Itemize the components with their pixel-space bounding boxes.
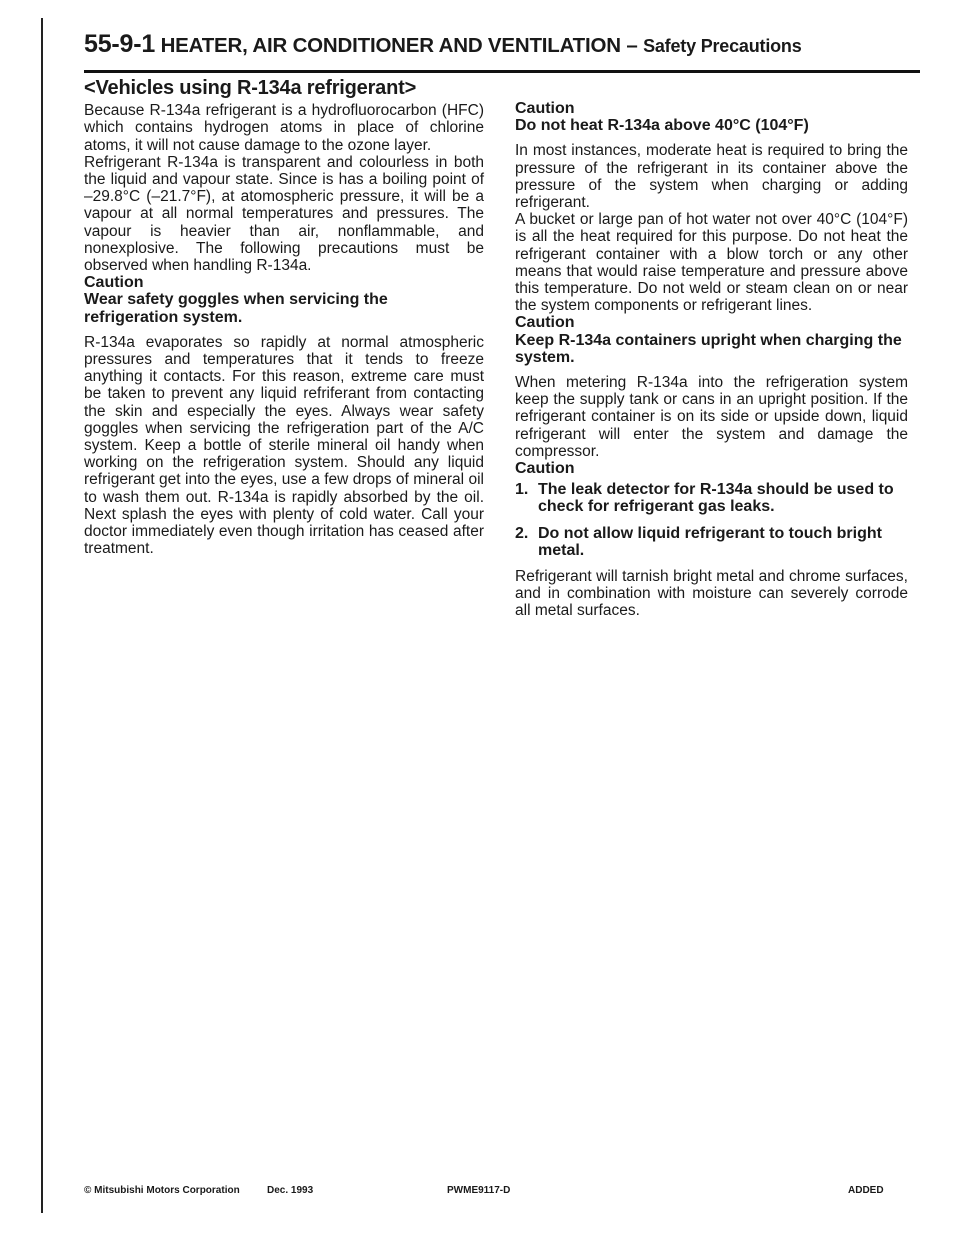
metering-paragraph: When metering R-134a into the refrigeration system keep the supply tank or cans in an upright position. If the refrigerant container is on its side or upside down, liquid refrigerant will enter the system and damage the compressor. [515, 374, 908, 460]
item-text: Do not allow liquid refrigerant to touch bright metal. [538, 524, 882, 559]
caution-heading: Keep R-134a containers upright when charging the system. [515, 331, 902, 366]
caution-label: Caution [515, 460, 575, 478]
caution-heading: Do not heat R-134a above 40°C (104°F) [515, 117, 809, 135]
margin-rule [41, 18, 43, 1213]
chapter-title: HEATER, AIR CONDITIONER AND VENTILATION [160, 34, 621, 57]
list-item [515, 481, 908, 515]
section-number: 55-9-1 [84, 30, 156, 58]
caution-label: Caution [84, 274, 144, 292]
goggles-paragraph: R-134a evaporates so rapidly at normal atmospheric pressures and temperatures that it tends to freeze anything it contacts. For this reason, extreme care must be taken to prevent any liquid refriferant from contacting the skin and especially the eyes. Always wear safety goggles when servicing the refrigeration part of the A/C system. Keep a bottle of sterile mineral oil handy when working on the refrigeration system. Should any liquid refrigerant get into the eyes, use a few drops of mineral oil to wash them out. R-134a is rapidly absorbed by the oil. Next splash the eyes with plenty of cold water. Call your doctor immediately even though irritation has ceased after treatment. [84, 333, 484, 558]
caution-list [515, 481, 908, 559]
item-text: The leak detector for R-134a should be used to check for refrigerant gas leaks. [538, 481, 894, 516]
footer-status: ADDED [848, 1185, 884, 1196]
heat-paragraph: In most instances, moderate heat is required to bring the pressure of the refrigerant in its container above the pressure of the system when charging or adding refrigerant. [515, 142, 908, 212]
page-header [84, 30, 934, 59]
bucket-paragraph: A bucket or large pan of hot water not over 40°C (104°F) is all the heat required for this purpose. Do not heat the refrigerant container with a blow torch or any other means that would raise temperature and pressure above this temperature. Do not weld or steam clean on or near the system components or refrigerant lines. [515, 211, 908, 315]
item-number: 2. [515, 524, 529, 542]
footer-copyright: © Mitsubishi Motors Corporation [84, 1185, 240, 1196]
intro-paragraph: Because R-134a refrigerant is a hydrofluorocarbon (HFC) which contains hydrogen atoms in place of chlorine atoms, it will not cause damage to the ozone layer. [84, 102, 484, 154]
section-title: <Vehicles using R-134a refrigerant> [84, 77, 417, 99]
caution-heading: Wear safety goggles when servicing the refrigeration system. [84, 291, 388, 326]
item-number: 1. [515, 481, 529, 499]
caution-label: Caution [515, 100, 575, 117]
footer-date: Dec. 1993 [267, 1185, 314, 1196]
list-item [515, 525, 908, 559]
tarnish-paragraph: Refrigerant will tarnish bright metal and chrome surfaces, and in combination with moisture can severely corrode all metal surfaces. [515, 568, 908, 620]
right-column [515, 80, 908, 620]
header-subtitle: Safety Precautions [643, 36, 802, 56]
header-title [84, 30, 934, 59]
caution-label: Caution [515, 314, 575, 332]
header-rule [84, 70, 920, 73]
left-column [84, 77, 484, 558]
footer-code: PWME9117-D [447, 1185, 511, 1196]
title-separator: – [620, 34, 644, 57]
properties-paragraph: Refrigerant R-134a is transparent and colourless in both the liquid and vapour state. Since is has a boiling point of –29.8°C (–21.7°F), at atomospheric pressure, it will be a vapour at all normal temperatures and pressures. The vapour is heavier than air, nonflammable, and nonexplosive. The following precautions must be observed when handling R-134a. [84, 153, 484, 275]
